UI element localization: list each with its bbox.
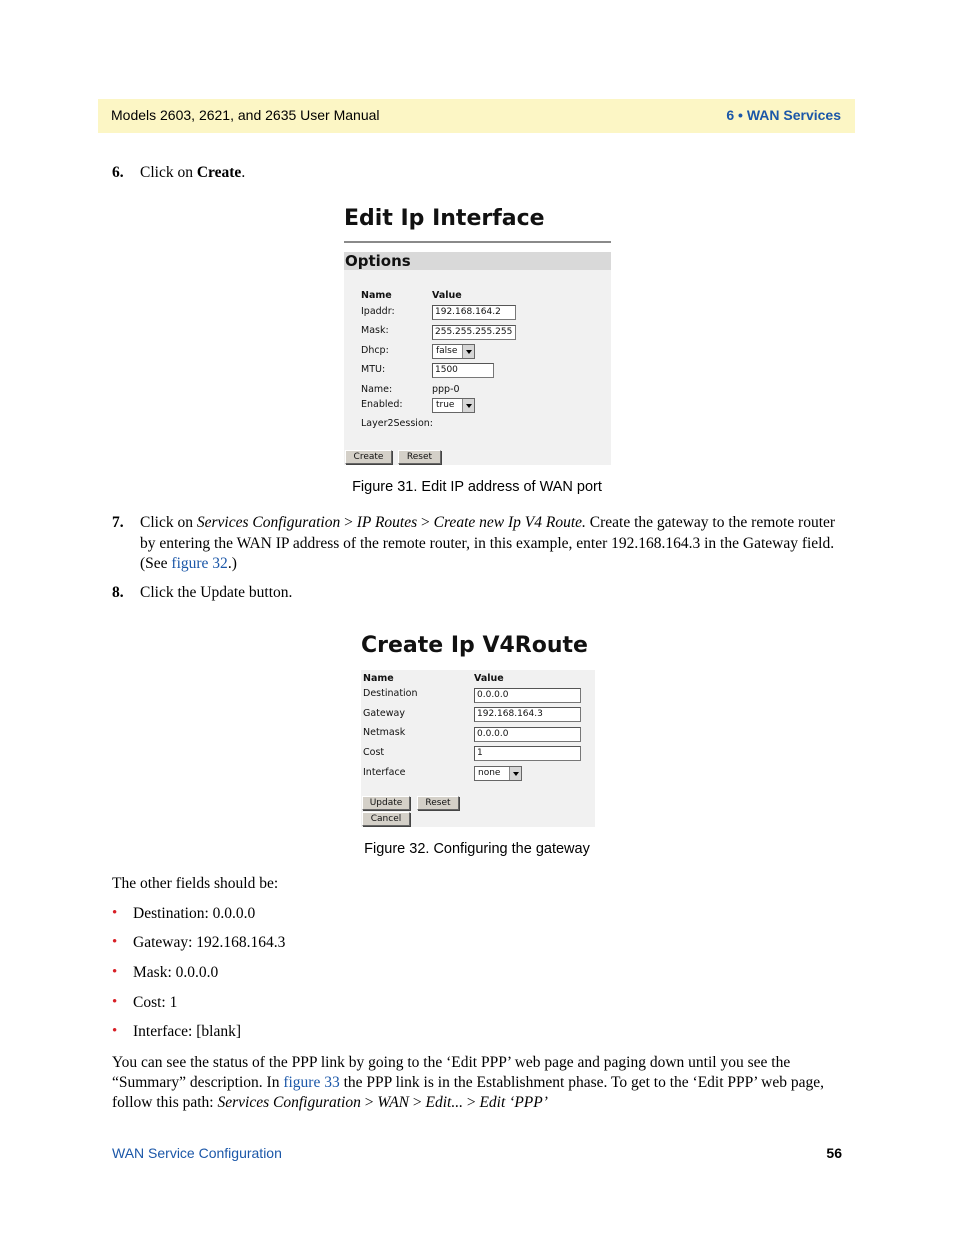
- enabled-select[interactable]: true: [432, 398, 475, 413]
- step-8: 8. Click the Update button.: [112, 583, 842, 604]
- bullet-icon: •: [112, 964, 118, 980]
- ipaddr-input[interactable]: 192.168.164.2: [432, 305, 516, 320]
- value-column-header: Value: [432, 290, 462, 301]
- reset-button[interactable]: Reset: [417, 796, 459, 810]
- name-column-header: Name: [363, 673, 394, 684]
- figure-31-title: Edit Ip Interface: [344, 206, 545, 231]
- bullet-icon: •: [112, 994, 118, 1010]
- netmask-label: Netmask: [363, 727, 406, 738]
- dhcp-select[interactable]: false: [432, 344, 475, 359]
- reset-button[interactable]: Reset: [398, 450, 441, 464]
- figure-32-form: [361, 670, 595, 827]
- mtu-input[interactable]: 1500: [432, 363, 494, 378]
- cost-label: Cost: [363, 747, 385, 758]
- bullet-icon: •: [112, 905, 118, 921]
- figure-31-form: [344, 252, 611, 465]
- mtu-label: MTU:: [361, 364, 386, 375]
- dhcp-label: Dhcp:: [361, 345, 389, 356]
- destination-label: Destination: [363, 688, 418, 699]
- step-6: 6. Click on Create.: [112, 163, 842, 184]
- manual-title: Models 2603, 2621, and 2635 User Manual: [111, 107, 380, 123]
- layer2session-label: Layer2Session:: [361, 418, 433, 429]
- other-fields-intro: The other fields should be:: [112, 875, 279, 892]
- chapter-title: 6 • WAN Services: [726, 107, 841, 123]
- interface-label: Interface: [363, 767, 406, 778]
- chevron-down-icon: [509, 767, 521, 780]
- figure-32-link[interactable]: figure 32: [171, 555, 228, 572]
- ppp-status-paragraph: You can see the status of the PPP link by going to the ‘Edit PPP’ web page and paging down until you see the “Summary” description. In figure 33 the PPP link is in the Establishment phase. To get to the ‘Edit PPP’ web page, follow this path: Services Configuration > WAN > Edit... > Edit ‘PPP’: [112, 1054, 824, 1112]
- figure-32-caption: Figure 32. Configuring the gateway: [364, 841, 590, 857]
- netmask-input[interactable]: 0.0.0.0: [474, 727, 581, 742]
- update-button[interactable]: Update: [362, 796, 410, 810]
- name-value: ppp-0: [432, 384, 460, 395]
- chevron-down-icon: [462, 399, 474, 412]
- bullet-icon: •: [112, 934, 118, 950]
- bullet-icon: •: [112, 1023, 118, 1039]
- figure-31-divider: [344, 241, 611, 243]
- ipaddr-label: Ipaddr:: [361, 306, 395, 317]
- step-7: 7. Click on Services Configuration > IP Routes > Create new Ip V4 Route. Create the gateway to the remote router by entering the WAN IP address of the remote router, in this example, enter 192.168.164.3 in the Gateway field. (See figure 32.): [112, 514, 836, 572]
- bullet-list: • Destination: 0.0.0.0 • Gateway: 192.168.164.3 • Mask: 0.0.0.0 • Cost: 1 • Interface: [blank]: [112, 905, 286, 1040]
- name-label: Name:: [361, 384, 393, 395]
- chevron-down-icon: [462, 345, 474, 358]
- create-keyword: Create: [196, 164, 242, 181]
- mask-input[interactable]: 255.255.255.255: [432, 325, 516, 340]
- cancel-button[interactable]: Cancel: [362, 812, 410, 826]
- options-bar: Options: [344, 252, 611, 270]
- value-column-header: Value: [474, 673, 504, 684]
- figure-33-link[interactable]: figure 33: [283, 1074, 340, 1092]
- gateway-label: Gateway: [363, 708, 405, 719]
- page-header: [98, 99, 855, 133]
- destination-input[interactable]: 0.0.0.0: [474, 688, 581, 703]
- interface-select[interactable]: none: [474, 766, 522, 781]
- mask-label: Mask:: [361, 325, 389, 336]
- gateway-input[interactable]: 192.168.164.3: [474, 707, 581, 722]
- step-number: 7.: [112, 514, 124, 531]
- name-column-header: Name: [361, 290, 392, 301]
- create-button[interactable]: Create: [345, 450, 392, 464]
- cost-input[interactable]: 1: [474, 746, 581, 761]
- figure-31-caption: Figure 31. Edit IP address of WAN port: [352, 479, 602, 495]
- enabled-label: Enabled:: [361, 399, 403, 410]
- step-number: 6.: [112, 164, 124, 181]
- figure-32-title: Create Ip V4Route: [361, 633, 588, 658]
- footer-section-title: WAN Service Configuration: [112, 1145, 282, 1161]
- step-number: 8.: [112, 584, 124, 601]
- page-number: 56: [826, 1145, 842, 1161]
